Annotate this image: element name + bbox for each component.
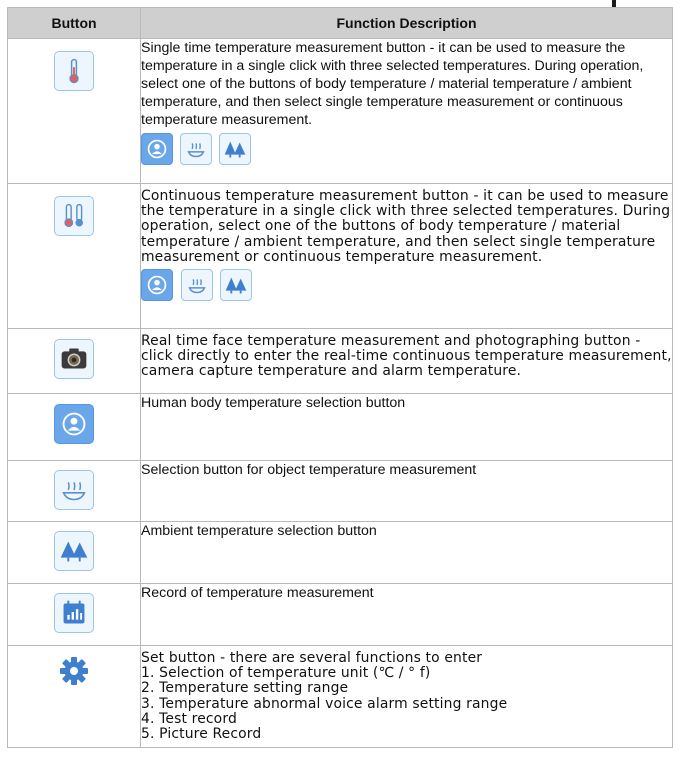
row-description: Human body temperature selection button [141,395,406,411]
camera-icon[interactable] [54,339,94,379]
object-dish-icon[interactable] [54,470,94,510]
object-dish-icon[interactable] [181,269,213,301]
double-thermometer-icon[interactable] [54,196,94,236]
row-description: Single time temperature measurement button - it can be used to measure the temperature in a single click with three selected temperatures. During operation, select one of the buttons of body temperature / material temperature / ambient temperature, and then select single temperature measurement or continuous temperature measurement. [141,40,644,128]
table-row [8,646,673,748]
settings-line: 1. Selection of temperature unit (℃ / ° f) [141,665,431,682]
mode-icons [141,133,672,167]
function-table [7,7,673,748]
human-body-icon[interactable] [54,404,94,444]
human-body-icon[interactable] [141,269,173,301]
ambient-trees-icon[interactable] [219,133,251,165]
gear-icon[interactable] [54,651,94,691]
table-row [8,584,673,646]
table-row [8,522,673,584]
row-description: Continuous temperature measurement button - it can be used to measure the temperature in a single click with three selected temperatures. During operation, select one of the buttons of body temperature / material temperature / ambient temperature, and then select single temperature measurement or continuous temperature measurement. [141,188,671,265]
row-description: Ambient temperature selection button [141,523,377,539]
human-body-icon[interactable] [141,133,173,165]
table-row [8,329,673,394]
table-row [8,39,673,184]
settings-line: 3. Temperature abnormal voice alarm setting range [141,695,508,712]
header-button: Button [8,8,141,39]
settings-line: 4. Test record [141,710,237,727]
table-row [8,461,673,522]
mode-icons [141,269,672,303]
ambient-trees-icon[interactable] [220,269,252,301]
ambient-trees-icon[interactable] [54,531,94,571]
settings-line: Set button - there are several functions to enter [141,650,483,666]
thermometer-icon[interactable] [54,51,94,91]
settings-line: 5. Picture Record [141,726,262,743]
row-description: Real time face temperature measurement and photographing button - click directly to enter the real-time continuous temperature measurement, camera capture temperature and alarm temperature. [141,333,672,380]
object-dish-icon[interactable] [180,133,212,165]
header-description: Function Description [141,8,673,39]
settings-line: 2. Temperature setting range [141,680,349,697]
table-row [8,394,673,461]
table-header-row [8,8,673,39]
row-description: Record of temperature measurement [141,585,374,601]
record-chart-icon[interactable] [54,593,94,633]
table-row [8,184,673,329]
row-description: Selection button for object temperature measurement [141,462,477,478]
